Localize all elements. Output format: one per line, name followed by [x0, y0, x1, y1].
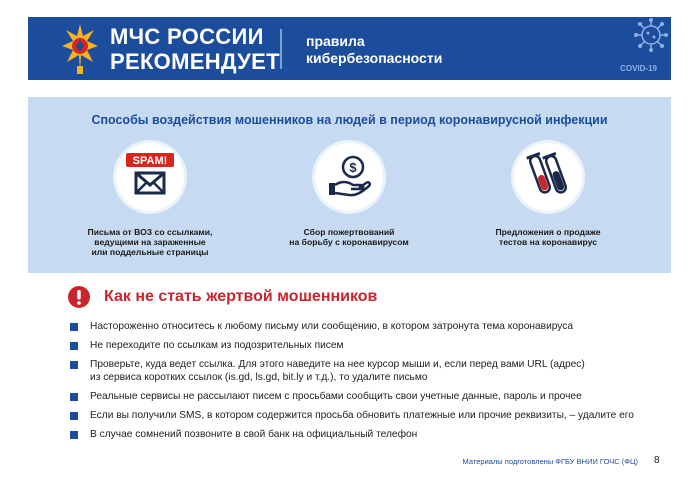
header-subtitle [306, 33, 442, 67]
methods-panel [28, 97, 671, 273]
method-spam-text [75, 227, 225, 257]
method-donations-circle [315, 143, 383, 211]
method-donations-line-1: Сбор пожертвований [303, 227, 395, 237]
list-item [70, 390, 660, 403]
rule-text: Если вы получили SMS, в котором содержится просьба обновить платежные или прочие реквизиты, – удалите его [90, 410, 634, 421]
bullet [70, 342, 78, 350]
test-tubes-icon [514, 143, 582, 211]
method-tests-circle [514, 143, 582, 211]
method-tests [473, 143, 623, 247]
rule-text: В случае сомнений позвоните в свой банк на официальный телефон [90, 429, 418, 440]
rules-list [70, 320, 660, 447]
mchs-emblem-icon [60, 22, 100, 76]
methods-title: Способы воздействия мошенников на людей в период коронавирусной инфекции [91, 113, 608, 127]
method-spam-circle [116, 143, 184, 211]
page-number: 8 [654, 455, 660, 466]
list-item [70, 358, 660, 384]
brand-title [110, 24, 280, 74]
bullet [70, 431, 78, 439]
brand-line-2: РЕКОМЕНДУЕТ [110, 49, 280, 74]
virus-icon [631, 17, 671, 55]
exclamation-icon [68, 286, 90, 308]
subtitle-line-1: правила [306, 33, 365, 49]
bullet [70, 412, 78, 420]
list-item [70, 409, 660, 422]
bullet [70, 361, 78, 369]
rule-text: Настороженно относитесь к любому письму или сообщению, в котором затронута тема коронавируса [90, 321, 574, 332]
header-banner [28, 17, 671, 80]
method-spam-line-1: Письма от ВОЗ со ссылками, [87, 227, 213, 237]
bullet [70, 393, 78, 401]
rule-text-line-2: из сервиса коротких ссылок (is.gd, ls.gd, bit.ly и т.д.), то удалите письмо [90, 372, 428, 383]
spam-badge: SPAM! [132, 155, 168, 167]
rule-text: Не переходите по ссылкам из подозрительных писем [90, 340, 344, 351]
rule-text-line-1: Проверьте, куда ведет ссылка. Для этого наведите на нее курсор мыши и, если перед вами URL (адрес) [90, 359, 585, 370]
money-hand-icon [315, 143, 383, 211]
warning-title: Как не стать жертвой мошенников [104, 288, 378, 305]
list-item [70, 320, 660, 333]
method-spam-line-2: ведущими на зараженные [94, 237, 206, 247]
brand-line-1: МЧС РОССИИ [110, 24, 264, 49]
svg-text:$: $ [349, 160, 357, 175]
method-spam [75, 143, 225, 257]
covid-badge: COVID-19 [620, 64, 657, 73]
method-tests-line-2: тестов на коронавирус [499, 237, 597, 247]
list-item [70, 428, 660, 441]
bullet [70, 323, 78, 331]
method-donations-text [274, 227, 424, 247]
method-donations [274, 143, 424, 247]
spam-envelope-icon [116, 143, 184, 211]
header-divider [280, 29, 282, 69]
footer-credit: Материалы подготовлены ФГБУ ВНИИ ГОЧС (ФЦ) [462, 457, 638, 466]
rule-text: Реальные сервисы не рассылают писем с просьбами сообщить свои учетные данные, пароль и прочее [90, 391, 582, 402]
method-donations-line-2: на борьбу с коронавирусом [289, 237, 409, 247]
method-tests-text [473, 227, 623, 247]
list-item [70, 339, 660, 352]
method-tests-line-1: Предложения о продаже [495, 227, 601, 237]
subtitle-line-2: кибербезопасности [306, 50, 443, 66]
method-spam-line-3: или поддельные страницы [91, 247, 209, 257]
